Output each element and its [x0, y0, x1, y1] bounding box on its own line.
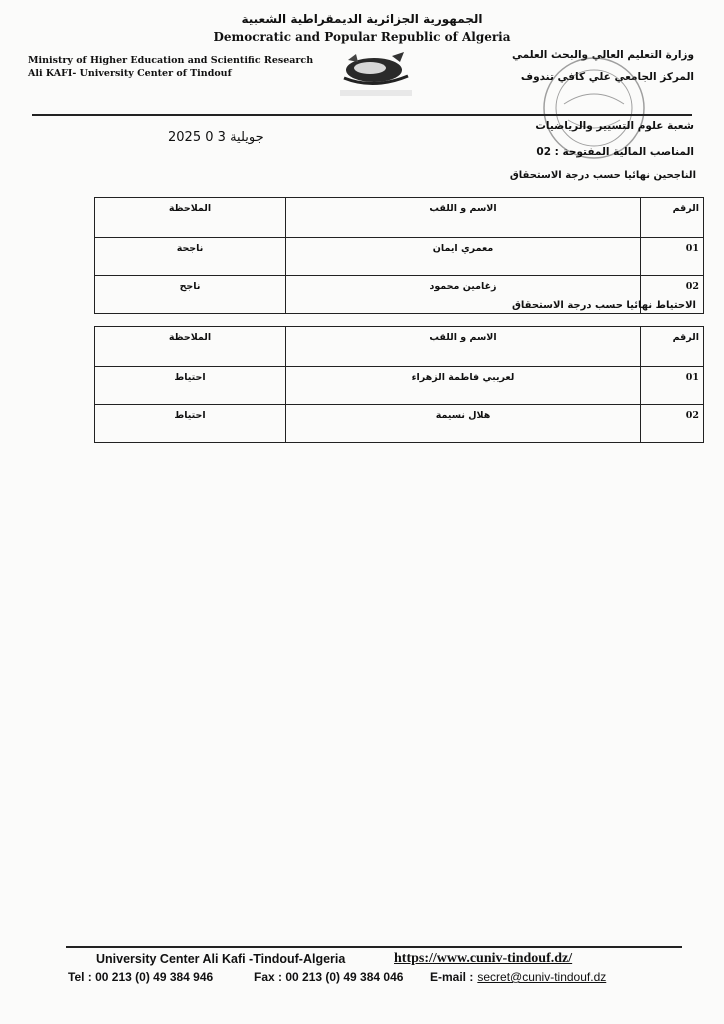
row-name: هلال نسيمة	[286, 405, 641, 443]
table-header-row	[95, 198, 704, 238]
center-name-en: Ali KAFI- University Center of Tindouf	[28, 68, 232, 79]
column-header-name: الاسم و اللقب	[286, 327, 641, 367]
table-header-row	[95, 327, 704, 367]
footer-divider	[66, 946, 682, 948]
row-name: زغامين محمود	[286, 276, 641, 314]
center-name-ar: المركز الجامعي علي كافي تندوف	[520, 71, 694, 83]
section-title-admitted: الناجحين نهائيا حسب درجة الاستحقاق	[509, 170, 696, 181]
table-row	[95, 405, 704, 443]
table-row	[95, 367, 704, 405]
footer-email-link[interactable]: secret@cuniv-tindouf.dz	[477, 970, 607, 984]
section-title-reserve: الاحتياط نهائيا حسب درجة الاستحقاق	[511, 300, 696, 311]
republic-title-en: Democratic and Popular Republic of Algeria	[213, 30, 511, 44]
header-divider	[32, 114, 692, 116]
date-month: جويلية	[230, 130, 264, 145]
date-year: 2025	[168, 130, 202, 145]
document-date	[168, 130, 264, 145]
footer-center-name: University Center Ali Kafi -Tindouf-Algeria	[96, 952, 346, 966]
column-header-note: الملاحظة	[95, 198, 286, 238]
ministry-name-en: Ministry of Higher Education and Scientific Research	[28, 55, 314, 66]
open-posts-count: المناصب المالية المفتوحة : 02	[536, 146, 694, 158]
university-logo-icon	[334, 48, 418, 100]
footer-email	[430, 970, 606, 984]
row-note: ناجحة	[95, 238, 286, 276]
row-num: 02	[641, 405, 704, 443]
republic-title-ar: الجمهورية الجزائرية الديمقراطية الشعبية	[241, 12, 483, 26]
reserve-table	[94, 326, 704, 443]
footer-email-label: E-mail :	[430, 970, 474, 984]
footer-website-link[interactable]: https://www.cuniv-tindouf.dz/	[394, 951, 573, 966]
column-header-num: الرقم	[641, 327, 704, 367]
row-note: ناجح	[95, 276, 286, 314]
column-header-name: الاسم و اللقب	[286, 198, 641, 238]
table-row	[95, 238, 704, 276]
row-num: 01	[641, 238, 704, 276]
row-num: 01	[641, 367, 704, 405]
ministry-block-en	[28, 54, 313, 80]
date-day: 3 0	[205, 130, 226, 145]
column-header-note: الملاحظة	[95, 327, 286, 367]
row-name: معمري ايمان	[286, 238, 641, 276]
ministry-name-ar: وزارة التعليم العالي والبحث العلمي	[511, 49, 694, 61]
footer-phone: Tel : 00 213 (0) 49 384 946	[68, 970, 214, 984]
row-num: 02	[641, 276, 704, 314]
row-note: احتياط	[95, 405, 286, 443]
department-name: شعبة علوم التسيير والرياضيات	[535, 120, 694, 132]
footer-fax: Fax : 00 213 (0) 49 384 046	[254, 970, 404, 984]
row-name: لعريبي فاطمة الزهراء	[286, 367, 641, 405]
row-note: احتياط	[95, 367, 286, 405]
admitted-table	[94, 197, 704, 314]
column-header-num: الرقم	[641, 198, 704, 238]
